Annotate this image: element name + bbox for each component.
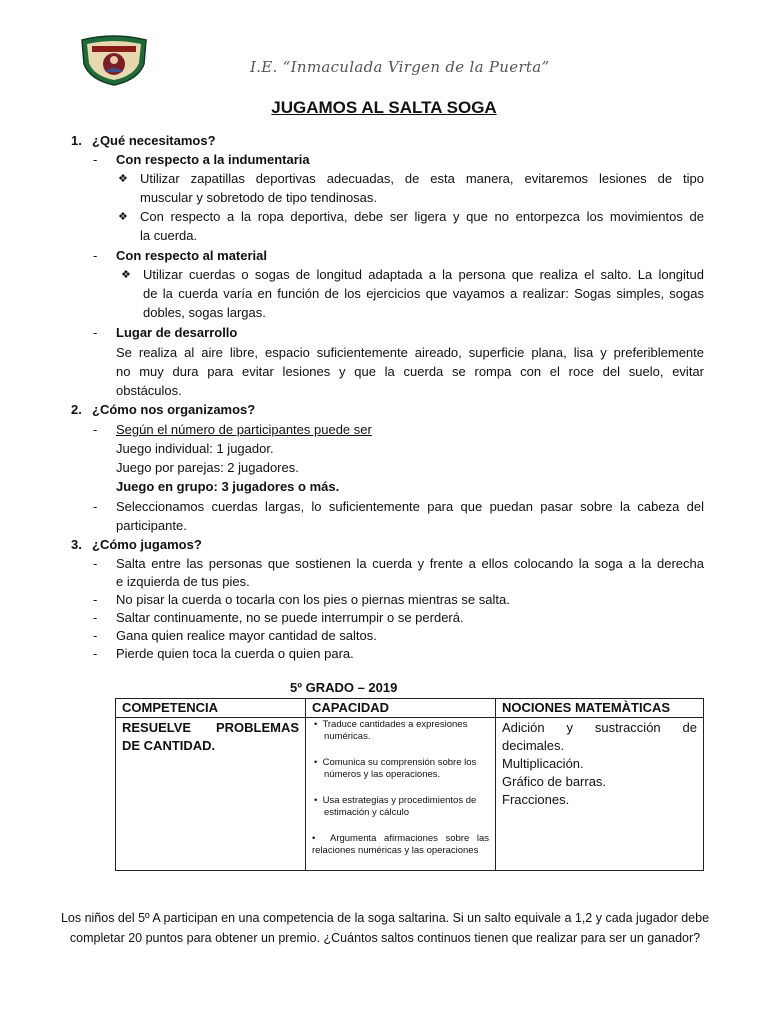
dash-bullet: -: [93, 325, 98, 340]
capacidad-4: Argumenta afirmaciones sobre las relaciones numéricas y las operaciones: [312, 833, 489, 856]
dash-bullet: -: [93, 628, 98, 643]
capacidad-3: Usa estrategias y procedimientos de estimación y cálculo: [322, 795, 477, 818]
dash-bullet: -: [93, 152, 98, 167]
diamond-bullet-icon: ❖: [121, 269, 131, 281]
nocion-1: Adición y sustracción de decimales.: [502, 720, 697, 753]
header-capacidad: CAPACIDAD: [306, 699, 496, 718]
indumentaria-heading: Con respecto a la indumentaria: [116, 152, 310, 167]
dash-bullet: -: [93, 248, 98, 263]
header-nociones: NOCIONES MATEMÀTICAS: [496, 699, 704, 718]
bullet: •: [312, 833, 316, 844]
section-1-heading: ¿Qué necesitamos?: [92, 133, 216, 148]
page-title: JUGAMOS AL SALTA SOGA: [271, 98, 497, 117]
material-item-1-cont2: dobles, sogas largas.: [143, 305, 266, 320]
bullet: •: [314, 719, 318, 730]
section-1-number: 1.: [71, 133, 82, 148]
section-3-number: 3.: [71, 537, 82, 552]
rule-4: Gana quien realice mayor cantidad de saltos.: [116, 628, 377, 643]
lugar-heading: Lugar de desarrollo: [116, 325, 238, 340]
capacidad-2: Comunica su comprensión sobre los números y las operaciones.: [322, 757, 477, 780]
material-heading: Con respecto al material: [116, 248, 267, 263]
capacidad-item: [312, 833, 489, 857]
dash-bullet: -: [93, 646, 98, 661]
lugar-text-3: obstáculos.: [116, 383, 182, 398]
indumentaria-item-1-cont: muscular y sobretodo de tipo tendinosas.: [140, 190, 378, 205]
competency-table: [115, 698, 704, 871]
competencia-text: RESUELVE PROBLEMAS DE CANTIDAD.: [122, 720, 299, 753]
capacidad-item: [312, 757, 489, 781]
table-header-row: [116, 699, 704, 718]
select-ropes-text: Seleccionamos cuerdas largas, lo suficientemente para que puedan pasar sobre la cabeza del: [116, 499, 704, 514]
dash-bullet: -: [93, 499, 98, 514]
table-row: [116, 718, 704, 871]
cell-nociones: [496, 718, 704, 871]
game-individual: Juego individual: 1 jugador.: [116, 441, 274, 456]
school-name: I.E. “Inmaculada Virgen de la Puerta”: [250, 58, 550, 76]
rule-2: No pisar la cuerda o tocarla con los pies o piernas mientras se salta.: [116, 592, 510, 607]
school-logo-icon: [78, 34, 150, 86]
diamond-bullet-icon: ❖: [118, 173, 128, 185]
problem-line-1: Los niños del 5º A participan en una competencia de la soga saltarina. Si un salto equivale a 1,2 y cada jugador debe: [60, 911, 710, 925]
nocion-2: Multiplicación.: [502, 756, 584, 771]
indumentaria-item-2: Con respecto a la ropa deportiva, debe ser ligera y que no entorpezca los movimientos de: [140, 209, 704, 224]
capacidad-item: [312, 795, 489, 819]
bullet: •: [314, 795, 318, 806]
dash-bullet: -: [93, 556, 98, 571]
participants-heading: Según el número de participantes puede ser: [116, 422, 372, 437]
select-ropes-text-cont: participante.: [116, 518, 187, 533]
capacidad-1: Traduce cantidades a expresiones numéricas.: [322, 719, 468, 742]
material-item-1-cont: de la cuerda varía en función de los ejercicios que vayamos a realizar: Sogas simples, sogas: [143, 286, 704, 301]
problem-line-2: completar 20 puntos para obtener un premio. ¿Cuántos saltos continuos tienen que realizar para ser un ganador?: [69, 931, 701, 945]
rule-5: Pierde quien toca la cuerda o quien para.: [116, 646, 354, 661]
dash-bullet: -: [93, 422, 98, 437]
game-group: Juego en grupo: 3 jugadores o más.: [116, 479, 340, 494]
nocion-3: Gráfico de barras.: [502, 774, 607, 789]
rule-3: Saltar continuamente, no se puede interrumpir o se perderá.: [116, 610, 464, 625]
indumentaria-item-2-cont: la cuerda.: [140, 228, 198, 243]
dash-bullet: -: [93, 592, 98, 607]
grade-label: 5º GRADO – 2019: [290, 680, 398, 695]
indumentaria-item-1: Utilizar zapatillas deportivas adecuadas, de esta manera, evitaremos lesiones de tipo: [140, 171, 704, 186]
dash-bullet: -: [93, 610, 98, 625]
lugar-text-1: Se realiza al aire libre, espacio suficientemente aireado, superficie plana, lisa y preferiblemente: [116, 345, 704, 360]
rule-1: Salta entre las personas que sostienen la cuerda y frente a ellos colocando la soga a la derecha: [116, 556, 704, 571]
problem-statement: [40, 908, 730, 948]
section-3-heading: ¿Cómo jugamos?: [92, 537, 202, 552]
section-2-number: 2.: [71, 402, 82, 417]
bullet: •: [314, 757, 318, 768]
cell-competencia: [116, 718, 306, 871]
game-pairs: Juego por parejas: 2 jugadores.: [116, 460, 299, 475]
diamond-bullet-icon: ❖: [118, 211, 128, 223]
nocion-4: Fracciones.: [502, 792, 570, 807]
rule-1-cont: e izquierda de tus pies.: [116, 574, 250, 589]
material-item-1: Utilizar cuerdas o sogas de longitud adaptada a la persona que realiza el salto. La longitud: [143, 267, 704, 282]
cell-capacidad: [306, 718, 496, 871]
capacidad-item: [312, 719, 489, 743]
lugar-text-2: no muy dura para evitar lesiones y que la cuerda se rompa con el roce del suelo, evitar: [116, 364, 704, 379]
header-competencia: COMPETENCIA: [116, 699, 306, 718]
section-2-heading: ¿Cómo nos organizamos?: [92, 402, 256, 417]
